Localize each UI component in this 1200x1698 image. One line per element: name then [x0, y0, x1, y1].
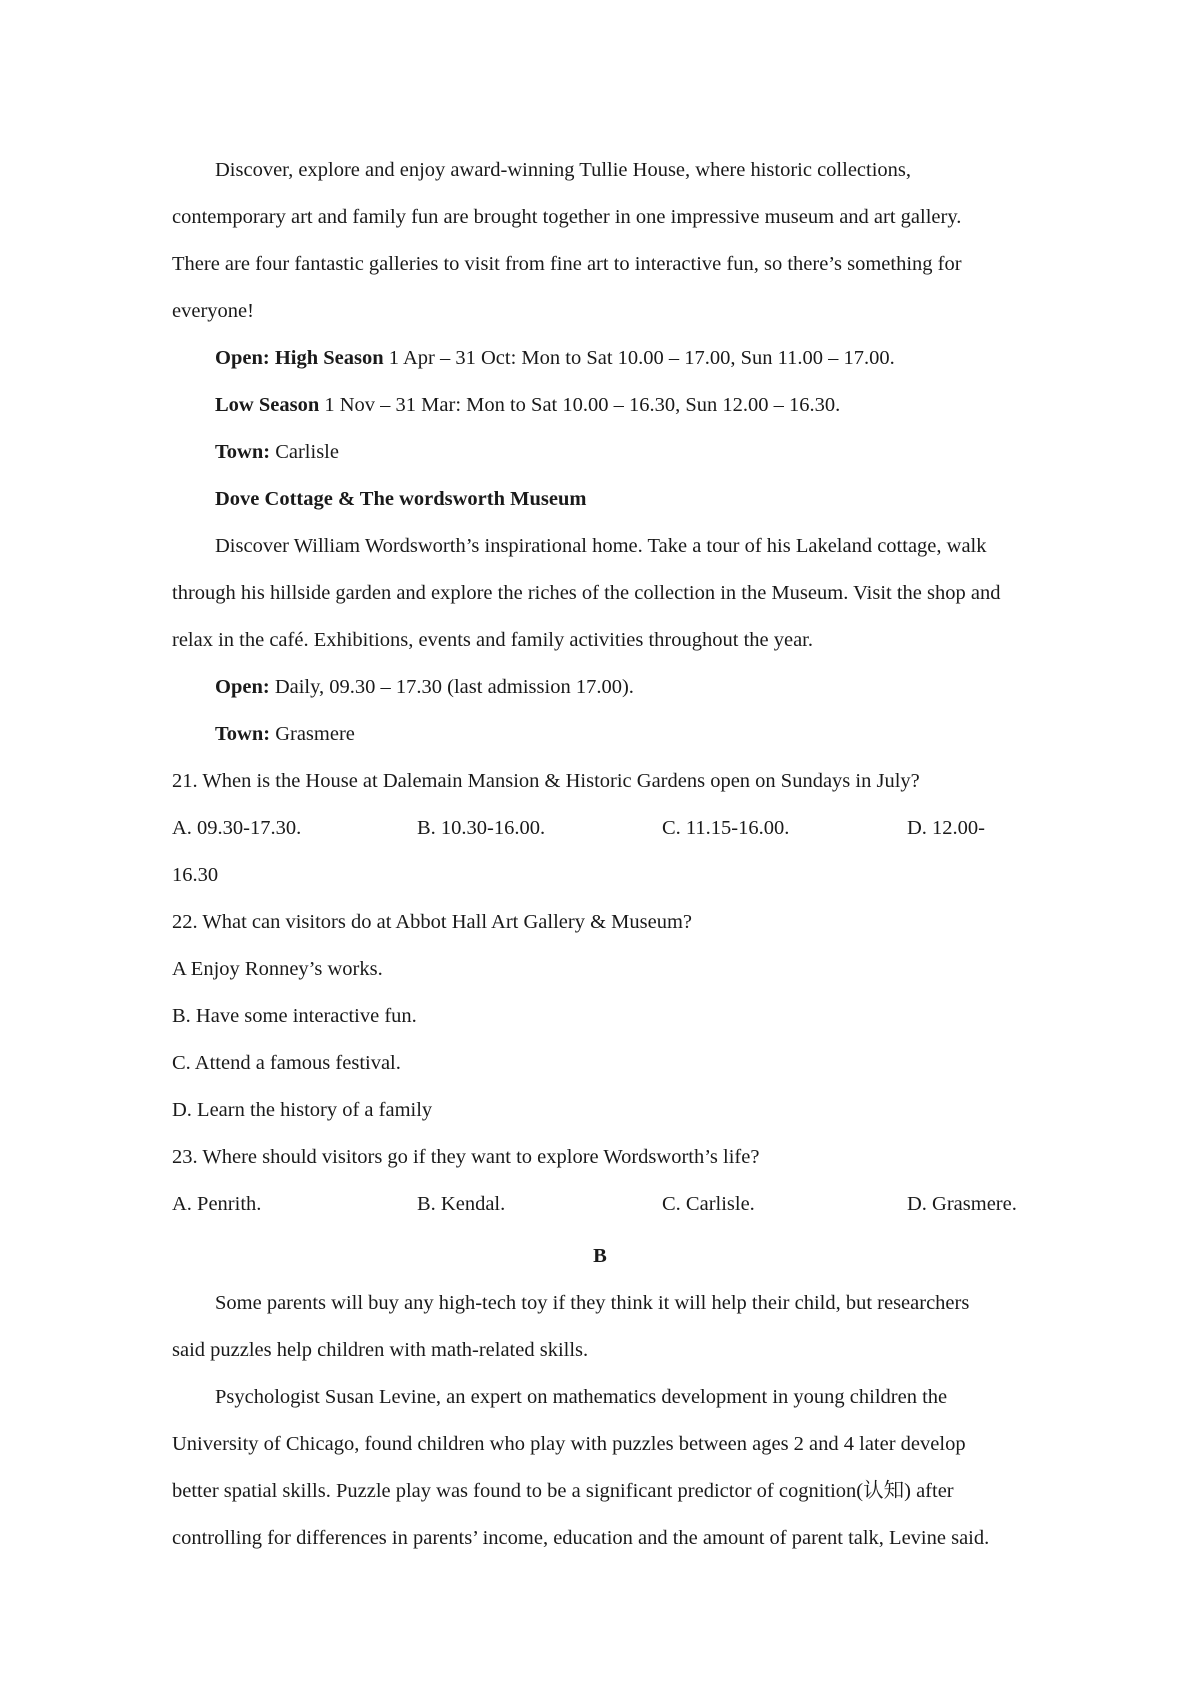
attraction-title: Dove Cottage & The wordsworth Museum: [215, 488, 587, 510]
q22-option-a: A Enjoy Ronney’s works.: [172, 958, 383, 980]
q22-option-c: C. Attend a famous festival.: [172, 1052, 401, 1074]
town-value: Grasmere: [275, 723, 355, 745]
paragraph-line: through his hillside garden and explore the riches of the collection in the Museum. Visit the shop and: [172, 582, 1001, 604]
paragraph-line: everyone!: [172, 300, 254, 322]
q21-option-a: A. 09.30-17.30.: [172, 817, 302, 839]
high-season-text: 1 Apr – 31 Oct: Mon to Sat 10.00 – 17.00, Sun 11.00 – 17.00.: [388, 347, 895, 369]
paragraph-line: Discover William Wordsworth’s inspirational home. Take a tour of his Lakeland cottage, walk: [215, 535, 987, 557]
town-line: [215, 438, 1095, 466]
question-22: 22. What can visitors do at Abbot Hall Art Gallery & Museum?: [172, 911, 693, 933]
low-season-label: Low Season: [215, 394, 320, 416]
q23-option-b: B. Kendal.: [417, 1193, 506, 1215]
high-season-label: High Season: [274, 347, 384, 369]
town-label: Town:: [215, 723, 271, 745]
q21-option-c: C. 11.15-16.00.: [662, 817, 790, 839]
q21-option-d: D. 12.00-: [907, 817, 986, 839]
q23-option-c: C. Carlisle.: [662, 1193, 755, 1215]
q21-option-b: B. 10.30-16.00.: [417, 817, 546, 839]
open-label: Open:: [215, 676, 270, 698]
question-21: 21. When is the House at Dalemain Mansion & Historic Gardens open on Sundays in July?: [172, 770, 920, 792]
opening-hours: [215, 673, 1095, 701]
paragraph-line: better spatial skills. Puzzle play was found to be a significant predictor of cognition(认知) after: [172, 1480, 954, 1502]
paragraph-line: Psychologist Susan Levine, an expert on mathematics development in young children the: [215, 1386, 948, 1408]
paragraph-line: University of Chicago, found children who play with puzzles between ages 2 and 4 later develop: [172, 1433, 966, 1455]
high-season-hours: [215, 344, 1095, 372]
section-heading: B: [593, 1245, 607, 1267]
paragraph-line: relax in the café. Exhibitions, events and family activities throughout the year.: [172, 629, 814, 651]
question-23: 23. Where should visitors go if they want to explore Wordsworth’s life?: [172, 1146, 760, 1168]
paragraph-line: contemporary art and family fun are brought together in one impressive museum and art gallery.: [172, 206, 962, 228]
opening-hours-text: Daily, 09.30 – 17.30 (last admission 17.00).: [274, 676, 634, 698]
paragraph-line: There are four fantastic galleries to visit from fine art to interactive fun, so there’s something for: [172, 253, 962, 275]
town-line: [215, 720, 1095, 748]
town-label: Town:: [215, 441, 271, 463]
town-value: Carlisle: [275, 441, 339, 463]
q23-option-a: A. Penrith.: [172, 1193, 262, 1215]
q21-option-d-wrap: 16.30: [172, 864, 219, 886]
q22-option-d: D. Learn the history of a family: [172, 1099, 433, 1121]
paragraph-line: Some parents will buy any high-tech toy if they think it will help their child, but researchers: [215, 1292, 970, 1314]
q22-option-b: B. Have some interactive fun.: [172, 1005, 417, 1027]
low-season-hours: [215, 391, 1095, 419]
low-season-text: 1 Nov – 31 Mar: Mon to Sat 10.00 – 16.30, Sun 12.00 – 16.30.: [324, 394, 841, 416]
paragraph-line: said puzzles help children with math-related skills.: [172, 1339, 589, 1361]
q23-option-d: D. Grasmere.: [907, 1193, 1017, 1215]
paragraph-line: controlling for differences in parents’ income, education and the amount of parent talk, Levine said.: [172, 1527, 990, 1549]
paragraph-line: Discover, explore and enjoy award-winning Tullie House, where historic collections,: [215, 159, 912, 181]
open-label: Open:: [215, 347, 270, 369]
